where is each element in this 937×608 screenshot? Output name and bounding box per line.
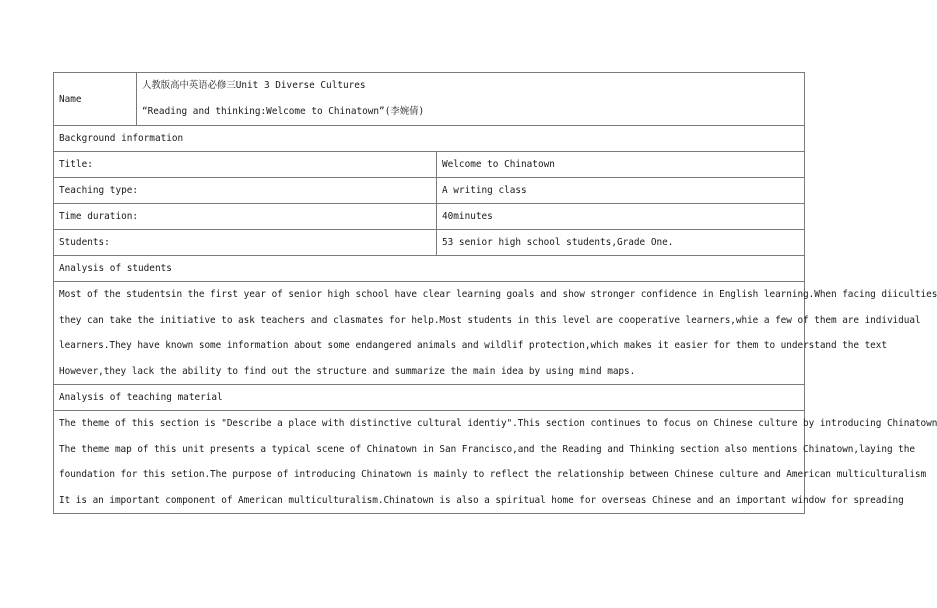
lesson-name-line-1: 人教版高中英语必修三Unit 3 Diverse Cultures xyxy=(142,80,366,91)
students-line-3: learners.They have known some information about some endangered animals and wildlif protection,which makes it easier for them to understand the text xyxy=(59,340,887,351)
students-line-1: Most of the studentsin the first year of senior high school have clear learning goals and show stronger confidence in English learning.When facing diiculties xyxy=(59,289,937,300)
material-line-2: The theme map of this unit presents a typical scene of Chinatown in San Francisco,and the Reading and Thinking section also mentions Chinatown,laying the xyxy=(59,443,915,455)
title-value: Welcome to Chinatown xyxy=(437,152,805,178)
teaching-type-value: A writing class xyxy=(437,178,805,204)
name-row xyxy=(54,73,805,126)
lesson-name xyxy=(137,73,805,126)
time-duration-value: 40minutes xyxy=(437,204,805,230)
students-row xyxy=(54,230,805,256)
teaching-type-row xyxy=(54,178,805,204)
lesson-name-line-2: “Reading and thinking:Welcome to Chinatown”(李婉倩) xyxy=(142,106,425,117)
students-line-2: they can take the initiative to ask teachers and clasmates for help.Most students in this level are cooperative learners,whie a few of them are individual xyxy=(59,314,921,326)
section-heading-material: Analysis of teaching material xyxy=(54,385,805,411)
students-line-4: However,they lack the ability to find out the structure and summarize the main idea by using mind maps. xyxy=(59,365,636,377)
title-label: Title: xyxy=(54,152,437,178)
time-duration-label: Time duration: xyxy=(54,204,437,230)
teaching-type-label: Teaching type: xyxy=(54,178,437,204)
students-analysis-text xyxy=(54,282,937,385)
title-row xyxy=(54,152,805,178)
time-duration-row xyxy=(54,204,805,230)
material-line-4: It is an important component of American multiculturalism.Chinatown is also a spiritual home for overseas Chinese and an important window for spreading xyxy=(59,494,904,506)
section-heading-students: Analysis of students xyxy=(54,256,805,282)
lesson-plan-table xyxy=(53,72,937,514)
section-heading-background: Background information xyxy=(54,126,805,152)
material-line-1: The theme of this section is "Describe a place with distinctive cultural identiy".This section continues to focus on Chinese culture by introducing Chinatown xyxy=(59,418,937,429)
material-line-3: foundation for this setion.The purpose of introducing Chinatown is mainly to reflect the relationship between Chinese culture and American multiculturalism xyxy=(59,469,927,480)
material-heading-row xyxy=(54,385,805,411)
students-value: 53 senior high school students,Grade One. xyxy=(437,230,805,256)
name-label: Name xyxy=(54,73,137,126)
students-label: Students: xyxy=(54,230,437,256)
background-heading-row xyxy=(54,126,805,152)
students-analysis-row xyxy=(54,282,805,385)
material-analysis-text xyxy=(54,411,937,514)
material-analysis-row xyxy=(54,411,805,514)
students-heading-row xyxy=(54,256,805,282)
